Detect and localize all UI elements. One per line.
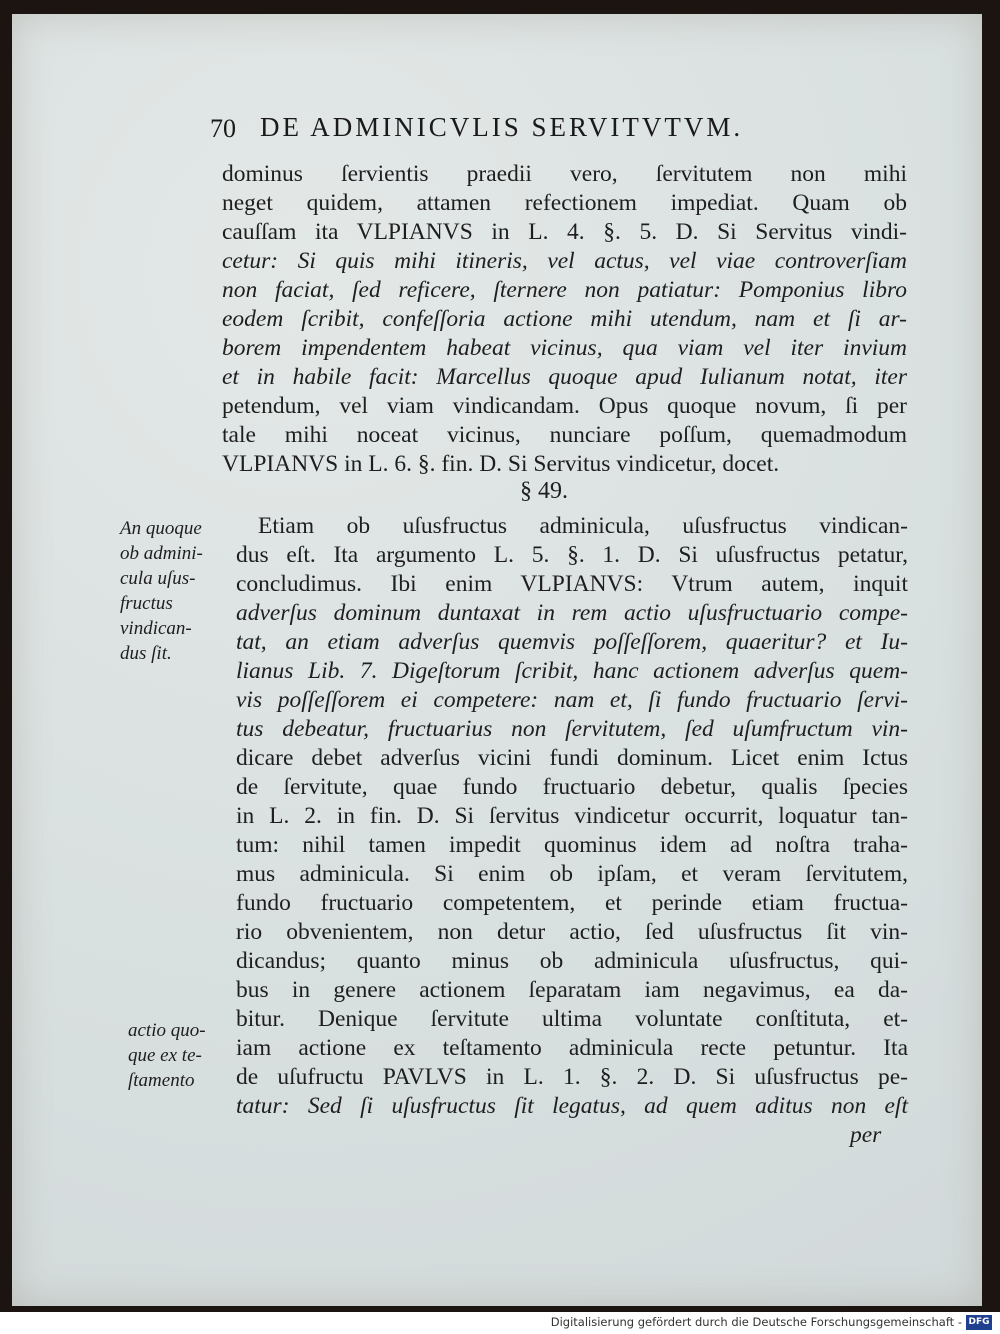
digitization-footer (0, 1312, 1000, 1334)
text-line: petendum, vel viam vindicandam. Opus quoque novum, ſi per (222, 393, 907, 419)
margin-note-line: ſtamento (128, 1070, 195, 1091)
margin-note-line: cula uſus- (120, 568, 196, 589)
text-line: non faciat, ſed reficere, ſternere non patiatur: Pomponius libro (222, 277, 907, 303)
text-line: bus in genere actionem ſeparatam iam negavimus, ea da- (236, 977, 908, 1003)
text-line: neget quidem, attamen refectionem impediat. Quam ob (222, 190, 907, 216)
text-line: iam actione ex teſtamento adminicula recte petuntur. Ita (236, 1035, 908, 1061)
margin-note-line: actio quo- (128, 1020, 206, 1041)
margin-note-usufruct (120, 516, 235, 666)
text-line: borem impendentem habeat vicinus, qua viam vel iter invium (222, 335, 907, 361)
dfg-logo-icon: DFG (966, 1315, 992, 1330)
text-line: in L. 2. in fin. D. Si ſervitus vindicetur occurrit, loquatur tan- (236, 803, 908, 829)
margin-note-line: An quoque (120, 518, 202, 539)
page-number: 70 (210, 114, 236, 143)
text-line: lianus Lib. 7. Digeſtorum ſcribit, hanc actionem adverſus quem- (236, 658, 908, 684)
page-header (210, 108, 850, 148)
text-line: VLPIANVS in L. 6. §. fin. D. Si Servitus vindicetur, docet. (222, 451, 780, 477)
text-line: adverſus dominum duntaxat in rem actio uſusfructuario compe- (236, 600, 908, 626)
running-title: DE ADMINICVLIS SERVITVTVM. (260, 112, 744, 142)
text-line: dus eſt. Ita argumento L. 5. §. 1. D. Si uſusfructus petatur, (236, 542, 908, 568)
section-heading: § 49. (520, 478, 568, 504)
text-line: vis poſſeſſorem ei competere: nam et, ſi fundo fructuario ſervi- (236, 687, 908, 713)
text-line: bitur. Denique ſervitute ultima voluntate conſtituta, et- (236, 1006, 908, 1032)
text-line: concludimus. Ibi enim VLPIANVS: Vtrum autem, inquit (236, 571, 908, 597)
margin-note-line: fructus (120, 593, 173, 614)
text-line: dicare debet adverſus vicini fundi dominum. Licet enim Ictus (236, 745, 908, 771)
text-line: et in habile facit: Marcellus quoque apud Iulianum notat, iter (222, 364, 907, 390)
margin-note-testament (128, 1018, 243, 1093)
catchword: per (850, 1122, 882, 1148)
text-line: tatur: Sed ſi uſusfructus ſit legatus, ad quem aditus non eſt (236, 1093, 908, 1119)
margin-note-line: ob admini- (120, 543, 203, 564)
margin-note-line: que ex te- (128, 1045, 202, 1066)
text-line: fundo fructuario competentem, et perinde etiam fructua- (236, 890, 908, 916)
funding-credit: Digitalisierung gefördert durch die Deutsche Forschungsgemeinschaft - (550, 1315, 962, 1329)
text-line: dicandus; quanto minus ob adminicula uſusfructus, qui- (236, 948, 908, 974)
text-line: dominus ſervientis praedii vero, ſervitutem non mihi (222, 161, 907, 187)
text-line: cetur: Si quis mihi itineris, vel actus, vel viae controverſiam (222, 248, 907, 274)
text-line: Etiam ob uſusfructus adminicula, uſusfructus vindican- (258, 513, 908, 539)
text-line: eodem ſcribit, confeſſoria actione mihi utendum, nam et ſi ar- (222, 306, 907, 332)
margin-note-line: dus ſit. (120, 643, 172, 664)
text-line: tale mihi noceat vicinus, nunciare poſſum, quemadmodum (222, 422, 907, 448)
text-line: tus debeatur, fructuarius non ſervitutem, ſed uſumfructum vin- (236, 716, 908, 742)
margin-note-line: vindican- (120, 618, 192, 639)
text-line: tum: nihil tamen impedit quominus idem ad noſtra traha- (236, 832, 908, 858)
text-line: de ſervitute, quae fundo fructuario debetur, qualis ſpecies (236, 774, 908, 800)
text-line: cauſſam ita VLPIANVS in L. 4. §. 5. D. Si Servitus vindi- (222, 219, 907, 245)
text-line: rio obvenientem, non detur actio, ſed uſusfructus ſit vin- (236, 919, 908, 945)
text-line: de uſufructu PAVLVS in L. 1. §. 2. D. Si uſusfructus pe- (236, 1064, 908, 1090)
text-line: mus adminicula. Si enim ob ipſam, et veram ſervitutem, (236, 861, 908, 887)
text-line: tat, an etiam adverſus quemvis poſſeſſorem, quaeritur? et Iu- (236, 629, 908, 655)
